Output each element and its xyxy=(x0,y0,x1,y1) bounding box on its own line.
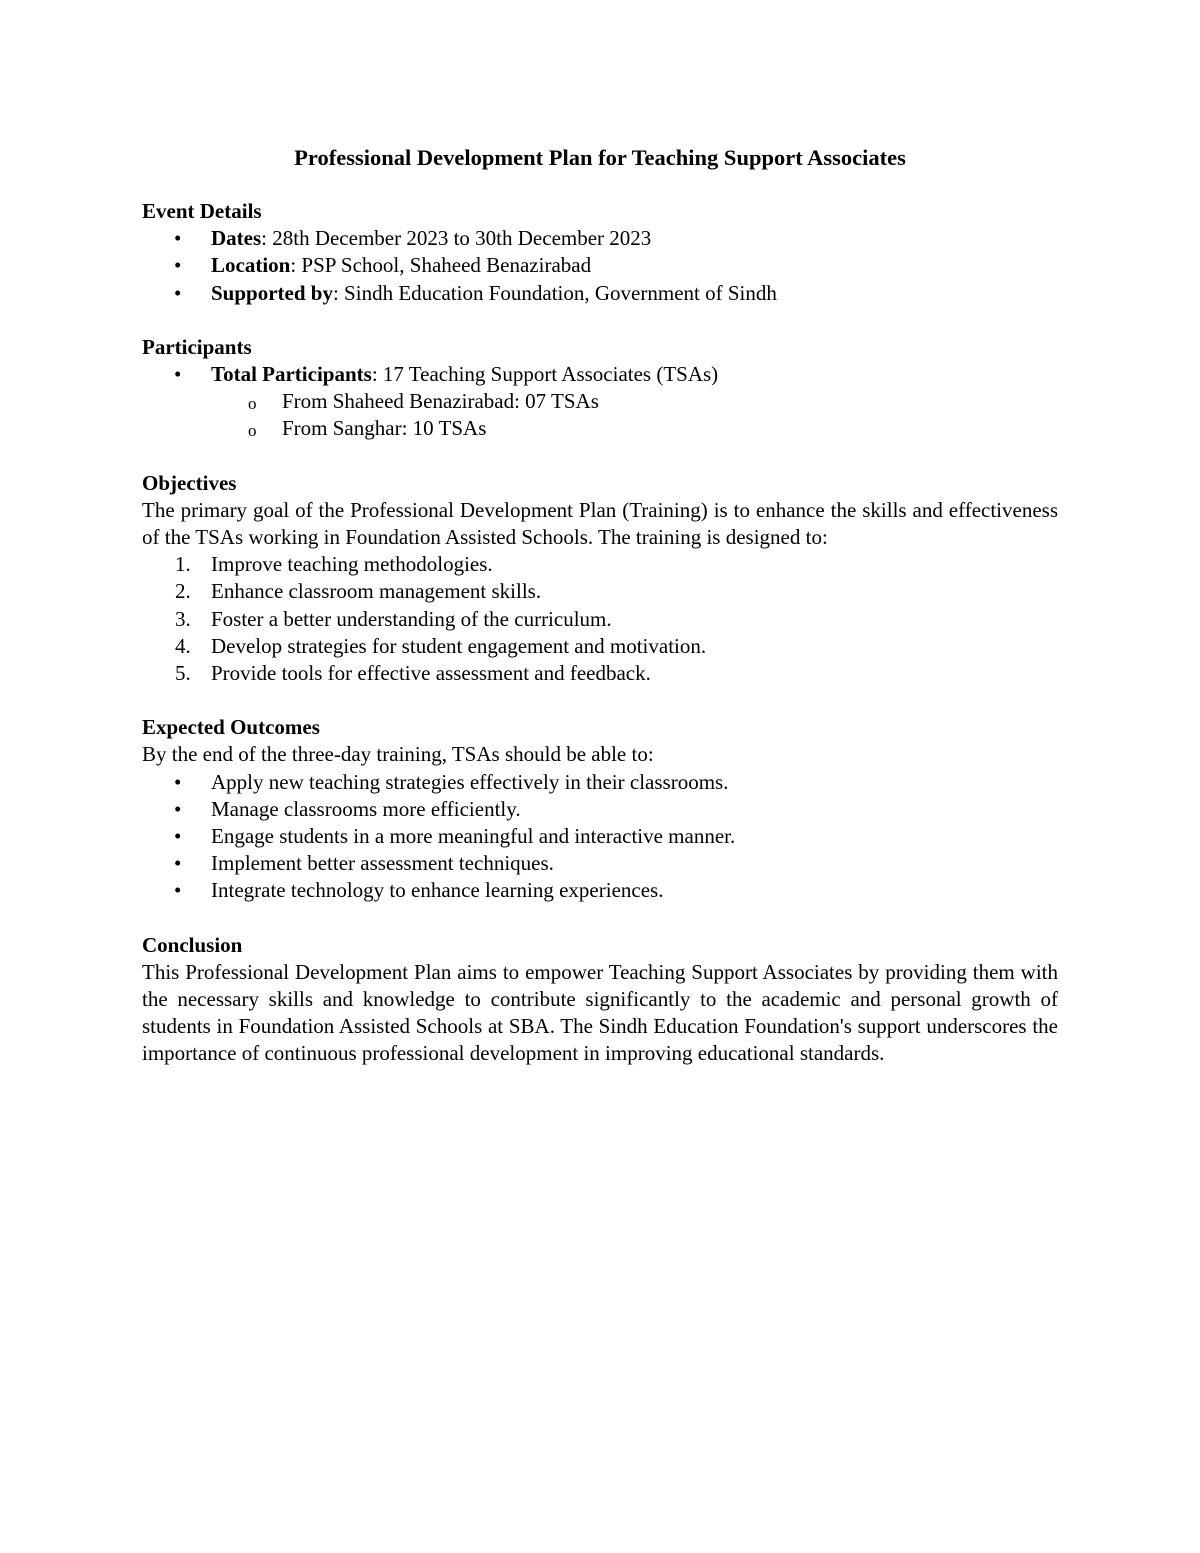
bullet-icon: • xyxy=(174,362,182,387)
list-number: 3. xyxy=(175,606,191,631)
list-item xyxy=(142,280,1058,307)
item-text: Enhance classroom management skills. xyxy=(211,579,542,604)
sub-list-item xyxy=(142,415,1058,442)
item-label: Location xyxy=(211,253,291,278)
participants-section xyxy=(142,334,1058,443)
expected-outcomes-list xyxy=(142,769,1058,905)
item-text: : 28th December 2023 to 30th December 2023 xyxy=(261,226,652,251)
conclusion-text: This Professional Development Plan aims to empower Teaching Support Associates by providing them with the necessary skills and knowledge to contribute significantly to the academic and personal growth of students in Foundation Assisted Schools at SBA. The Sindh Education Foundation's support underscores the importance of continuous professional development in improving educational standards. xyxy=(142,959,1058,1066)
item-text: Develop strategies for student engagement and motivation. xyxy=(211,633,707,658)
list-item xyxy=(142,823,1058,850)
bullet-icon: • xyxy=(174,796,182,821)
item-text: Implement better assessment techniques. xyxy=(211,851,554,876)
list-item xyxy=(142,633,1058,660)
expected-outcomes-heading: Expected Outcomes xyxy=(142,715,320,740)
document-title: Professional Development Plan for Teaching Support Associates xyxy=(294,145,906,170)
item-text: : PSP School, Shaheed Benazirabad xyxy=(290,253,592,278)
item-text: Manage classrooms more efficiently. xyxy=(211,796,521,821)
item-text: : Sindh Education Foundation, Government of Sindh xyxy=(332,280,777,305)
list-item xyxy=(142,578,1058,605)
list-item xyxy=(142,252,1058,279)
list-number: 1. xyxy=(175,552,191,577)
list-item xyxy=(142,660,1058,687)
bullet-icon: • xyxy=(174,824,182,849)
event-details-section xyxy=(142,198,1058,307)
list-item xyxy=(142,796,1058,823)
document-page xyxy=(142,142,1058,1095)
list-item xyxy=(142,850,1058,877)
item-text: From Sanghar: 10 TSAs xyxy=(282,416,487,441)
participants-list xyxy=(142,361,1058,443)
list-item xyxy=(142,361,1058,388)
list-number: 2. xyxy=(175,579,191,604)
list-number: 4. xyxy=(175,633,191,658)
bullet-icon: • xyxy=(174,878,182,903)
bullet-icon: • xyxy=(174,253,182,278)
bullet-icon: • xyxy=(174,851,182,876)
event-details-heading: Event Details xyxy=(142,199,262,223)
item-label: Dates xyxy=(211,226,262,251)
item-text: Provide tools for effective assessment and feedback. xyxy=(211,661,651,686)
conclusion-heading: Conclusion xyxy=(142,932,243,957)
item-text: From Shaheed Benazirabad: 07 TSAs xyxy=(282,389,599,414)
sub-list-item xyxy=(142,388,1058,415)
participants-heading: Participants xyxy=(142,334,252,359)
expected-outcomes-intro: By the end of the three-day training, TSAs should be able to: xyxy=(142,742,654,767)
bullet-icon: • xyxy=(174,280,182,305)
conclusion-section xyxy=(142,932,1058,1068)
expected-outcomes-section xyxy=(142,714,1058,904)
item-text: Apply new teaching strategies effectively in their classrooms. xyxy=(211,769,729,794)
bullet-icon: • xyxy=(174,769,182,794)
objectives-heading: Objectives xyxy=(142,470,237,495)
item-text: Improve teaching methodologies. xyxy=(211,552,493,577)
item-text: : 17 Teaching Support Associates (TSAs) xyxy=(371,362,719,387)
item-text: Integrate technology to enhance learning experiences. xyxy=(211,878,664,903)
list-item xyxy=(142,225,1058,252)
list-item xyxy=(142,877,1058,904)
objectives-intro: The primary goal of the Professional Development Plan (Training) is to enhance the skills and effectiveness of the TSAs working in Foundation Assisted Schools. The training is designed to: xyxy=(142,497,1058,550)
item-text: Foster a better understanding of the curriculum. xyxy=(211,606,612,631)
list-item xyxy=(142,551,1058,578)
item-text: Engage students in a more meaningful and interactive manner. xyxy=(211,824,736,849)
item-label: Supported by xyxy=(211,280,333,305)
item-label: Total Participants xyxy=(211,362,372,387)
list-item xyxy=(142,769,1058,796)
objectives-section xyxy=(142,470,1058,688)
sub-bullet-icon: o xyxy=(248,394,257,414)
bullet-icon: • xyxy=(174,226,182,251)
list-number: 5. xyxy=(175,661,191,686)
sub-bullet-icon: o xyxy=(248,421,257,441)
objectives-list xyxy=(142,551,1058,687)
list-item xyxy=(142,606,1058,633)
event-details-list xyxy=(142,225,1058,307)
